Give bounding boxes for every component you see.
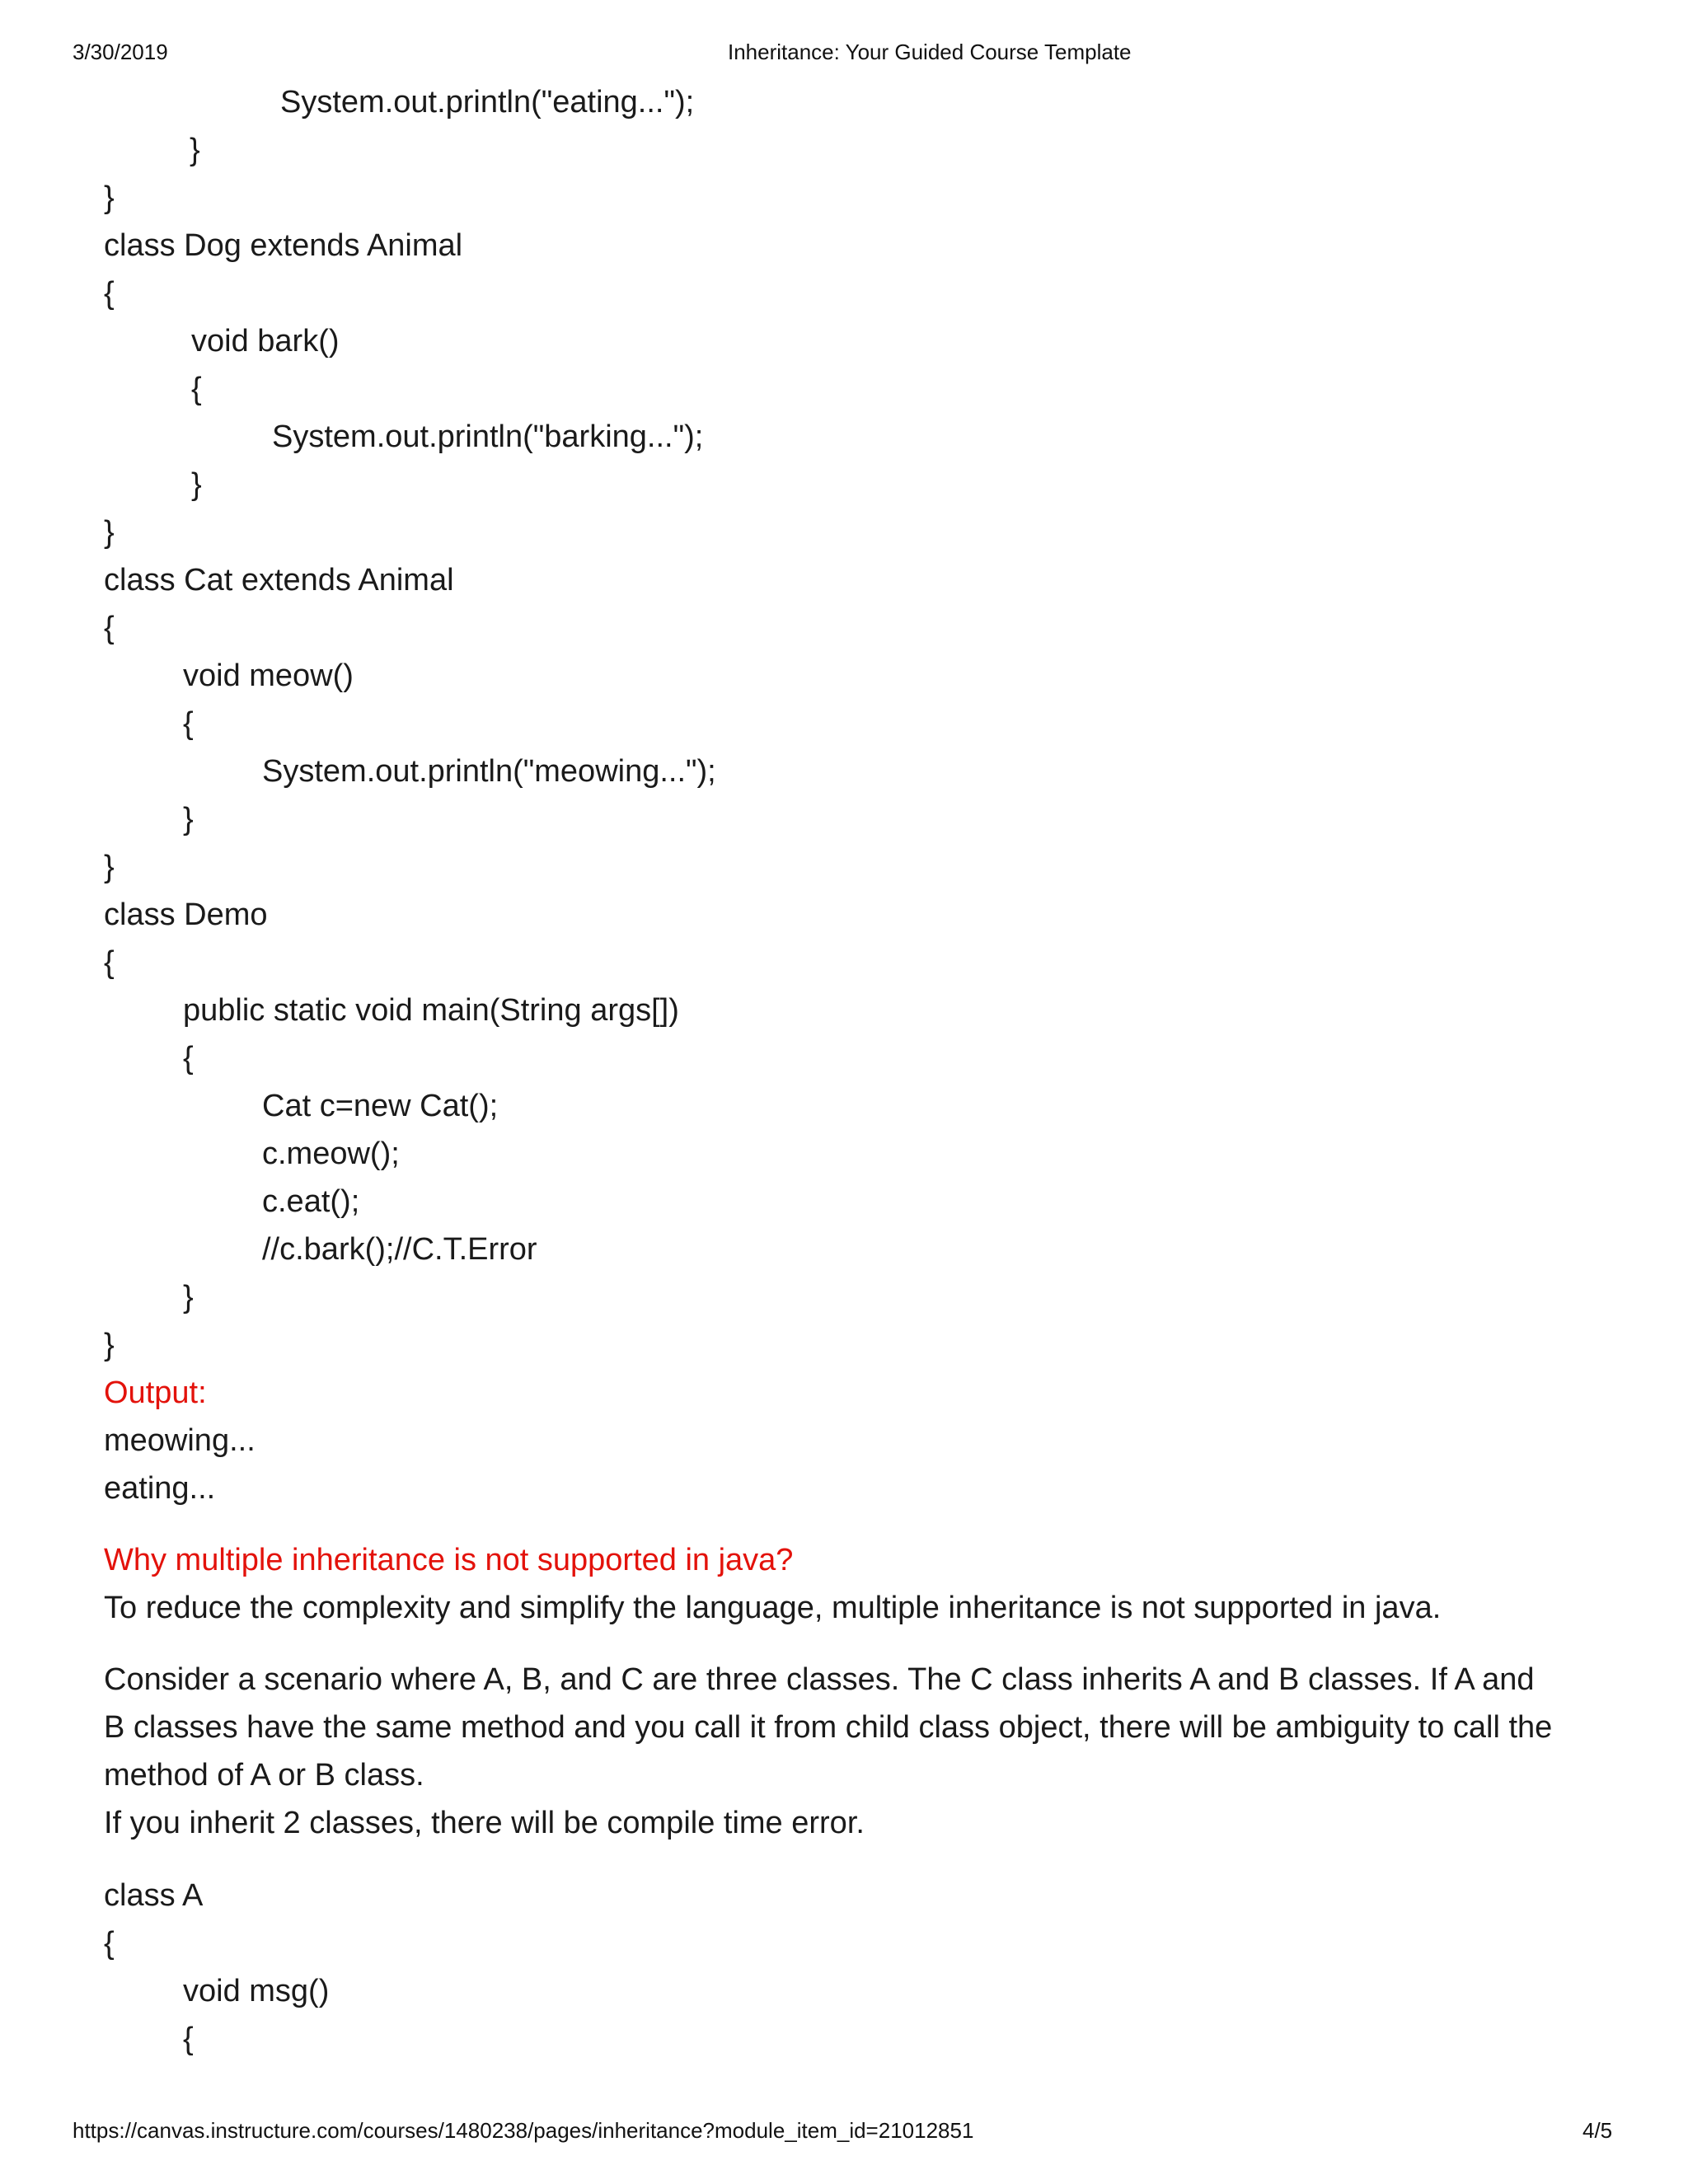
code-line: c.eat(); <box>262 1184 360 1219</box>
code-line: { <box>183 2022 194 2056</box>
code-line: class Demo <box>104 898 268 932</box>
page-url: https://canvas.instructure.com/courses/1480238/pages/inheritance?module_item_id=21012851 <box>73 2118 974 2143</box>
code-line: } <box>190 133 200 167</box>
code-line: c.meow(); <box>262 1137 400 1171</box>
paragraph: To reduce the complexity and simplify the language, multiple inheritance is not supported in java. <box>104 1591 1442 1625</box>
code-line: { <box>183 1041 194 1076</box>
paragraph: If you inherit 2 classes, there will be compile time error. <box>104 1806 865 1840</box>
page-title: Inheritance: Your Guided Course Template <box>728 40 1132 64</box>
code-line: //c.bark();//C.T.Error <box>262 1232 537 1267</box>
code-line: } <box>104 180 115 215</box>
code-line: Cat c=new Cat(); <box>262 1089 499 1123</box>
output-label: Output: <box>104 1376 207 1410</box>
code-line: public static void main(String args[]) <box>183 993 679 1028</box>
code-line: { <box>183 706 194 741</box>
paragraph-line: method of A or B class. <box>104 1758 424 1793</box>
code-line: } <box>104 515 115 550</box>
code-line: void meow() <box>183 658 354 693</box>
code-line: System.out.println("meowing..."); <box>262 754 716 789</box>
section-heading: Why multiple inheritance is not supported in java? <box>104 1543 794 1577</box>
code-line: System.out.println("eating..."); <box>280 85 695 120</box>
code-line: { <box>104 611 115 645</box>
code-line: } <box>191 467 202 502</box>
paragraph-line: Consider a scenario where A, B, and C are three classes. The C class inherits A and B classes. If A and <box>104 1662 1535 1697</box>
code-line: } <box>183 802 194 837</box>
code-line: void msg() <box>183 1974 330 2008</box>
output-line: eating... <box>104 1471 216 1506</box>
print-date: 3/30/2019 <box>73 40 168 64</box>
code-line: { <box>191 372 202 406</box>
paragraph-line: B classes have the same method and you call it from child class object, there will be ambiguity to call the <box>104 1710 1553 1745</box>
code-line: { <box>104 276 115 311</box>
page-number: 4/5 <box>1582 2118 1613 2143</box>
code-line: { <box>104 945 115 980</box>
code-line: class Cat extends Animal <box>104 563 454 598</box>
output-line: meowing... <box>104 1423 256 1458</box>
code-line: } <box>104 1328 115 1362</box>
code-line: } <box>104 850 115 884</box>
code-line: { <box>104 1926 115 1961</box>
code-line: void bark() <box>191 324 340 359</box>
code-line: class Dog extends Animal <box>104 228 463 263</box>
code-line: System.out.println("barking..."); <box>272 419 704 454</box>
code-line: } <box>183 1280 194 1315</box>
code-line: class A <box>104 1878 204 1913</box>
